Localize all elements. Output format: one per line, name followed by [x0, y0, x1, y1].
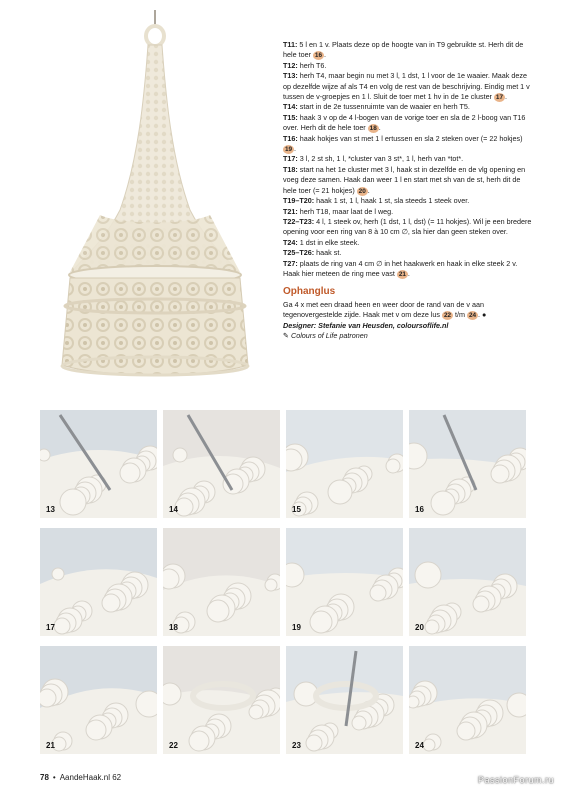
step-photo-image [409, 528, 526, 636]
step-photo-grid [40, 410, 526, 755]
round-label: T21: [283, 206, 298, 216]
instruction-text: . ● [478, 310, 487, 320]
instruction-text: Ga 4 x met een draad heen en weer door de rand van de v aan tegenovergestelde zijde. Haak met v om deze lus [283, 299, 484, 320]
step-photo-number: 16 [415, 505, 424, 514]
round-label: T11: [283, 40, 298, 49]
designer-credit: Designer: Stefanie van Heusden, coloursoflife.nl [283, 320, 449, 330]
pattern-round [283, 165, 533, 196]
instruction-text: haak 3 v op de 4 l-bogen van de vorige toer en sla de 2 l-boog van T16 over. Herh dit de hele toer [283, 112, 526, 133]
round-label: T18: [283, 164, 298, 174]
step-photo [40, 528, 157, 636]
step-photo-image [40, 410, 157, 518]
pattern-source-credit: ✎ Colours of Life patronen [283, 330, 368, 340]
step-photo [409, 410, 526, 518]
round-label: T16: [283, 133, 298, 143]
pattern-round [283, 217, 533, 238]
step-photo [286, 528, 403, 636]
photo-ref-badge: 21 [398, 270, 406, 278]
step-photo-image [163, 410, 280, 518]
step-photo-number: 24 [415, 741, 424, 750]
ophanglus-text [283, 300, 533, 321]
step-photo-image [286, 410, 403, 518]
magazine-name: AandeHaak.nl 62 [59, 773, 122, 782]
pattern-round [283, 248, 533, 258]
footer-bullet: • [52, 773, 56, 782]
pattern-round [283, 238, 533, 248]
photo-ref-badge: 17 [495, 94, 503, 102]
step-photo-number: 20 [415, 623, 424, 632]
pattern-round [283, 61, 533, 71]
instruction-text: . [407, 268, 410, 278]
instruction-text: start in de 2e tussenruimte van de waaier en herh T5. [297, 102, 470, 112]
instruction-text: . [367, 185, 370, 195]
instruction-text: . [294, 144, 296, 154]
step-photo-image [409, 410, 526, 518]
lampshade-illustration [40, 10, 270, 385]
step-photo-number: 19 [292, 623, 301, 632]
instruction-text: t/m [453, 310, 467, 320]
instruction-text: 3 l, 2 st sh, 1 l, *cluster van 3 st*, 1 l, herh van *tot*. [297, 154, 464, 164]
pattern-round [283, 196, 533, 206]
step-photo-image [163, 528, 280, 636]
round-label: T25–T26: [283, 248, 315, 258]
pattern-round [283, 259, 533, 280]
instruction-text: herh T18, maar laat de l weg. [297, 206, 394, 216]
instruction-text: haak hokjes van st met 1 l ertussen en sla 2 steken over (= 22 hokjes) [297, 133, 523, 143]
instruction-text: haak st. [314, 248, 342, 258]
step-photo [40, 410, 157, 518]
step-photo-image [163, 646, 280, 754]
pattern-round [283, 71, 533, 102]
photo-ref-badge: 18 [369, 125, 377, 133]
instruction-text: 1 dst in elke steek. [297, 237, 360, 247]
pattern-round [283, 40, 533, 61]
watermark: PassionForum.ru [477, 775, 554, 785]
page-number: 78 [40, 773, 49, 782]
pattern-round [283, 134, 533, 155]
photo-ref-badge: 20 [358, 187, 366, 195]
instruction-text: 5 l en 1 v. Plaats deze op de hoogte van in T9 gebruikte st. Herh dit de hele toer [283, 40, 524, 60]
step-photo [286, 410, 403, 518]
pattern-round [283, 154, 533, 164]
instruction-text: . [504, 92, 507, 102]
round-label: T19–T20: [283, 196, 315, 206]
round-label: T14: [283, 102, 298, 112]
step-photo [286, 646, 403, 754]
step-photo-image [40, 528, 157, 636]
instruction-text: 4 l, 1 steek ov, herh (1 dst, 1 l, dst) (= 11 hokjes). Wil je een bredere opening voor een ring van 8 à 10 cm ∅, sla hier dan geen steken over. [283, 216, 532, 237]
round-label: T13: [283, 71, 298, 81]
round-label: T12: [283, 60, 298, 70]
step-photo-number: 14 [169, 505, 178, 514]
instruction-text: herh T6. [297, 60, 327, 70]
photo-ref-badge: 16 [314, 52, 323, 60]
hero-photo-lampshade [40, 10, 270, 385]
photo-ref-badge: 19 [284, 146, 293, 154]
round-label: T15: [283, 112, 298, 122]
step-photo-image [286, 528, 403, 636]
step-photo [163, 528, 280, 636]
step-photo [163, 410, 280, 518]
section-title-ophanglus: Ophanglus [283, 286, 336, 298]
pattern-round [283, 113, 533, 134]
step-photo [163, 646, 280, 754]
pattern-round [283, 102, 533, 112]
step-photo-number: 23 [292, 741, 301, 750]
step-photo-number: 18 [169, 623, 178, 632]
page-footer [40, 773, 121, 782]
round-label: T27: [283, 258, 298, 268]
instruction-text: plaats de ring van 4 cm ∅ in het haakwerk en haak in elke steek 2 v. Haak hier meteen de ring mee vast [283, 258, 518, 278]
instruction-text: . [378, 123, 381, 133]
round-label: T24: [283, 237, 298, 247]
round-label: T22–T23: [283, 216, 315, 226]
instruction-text: start na het 1e cluster met 3 l, haak st in dezelfde en de vlg opening en voeg deze samen. Haak dan weer 1 l en start met sh van de st, herh dit de hele toer (= 21 hokjes) [283, 164, 526, 195]
step-photo-image [409, 646, 526, 754]
step-photo-image [286, 646, 403, 754]
step-photo [40, 646, 157, 754]
step-photo-number: 21 [46, 741, 55, 750]
pattern-round [283, 207, 533, 217]
photo-ref-badge: 24 [468, 312, 477, 320]
step-photo-number: 22 [169, 741, 178, 750]
step-photo-image [40, 646, 157, 754]
photo-ref-badge: 22 [443, 312, 452, 320]
round-label: T17: [283, 154, 298, 164]
step-photo-number: 15 [292, 505, 301, 514]
instruction-text: haak 1 st, 1 l, haak 1 st, sla steeds 1 steek over. [314, 196, 470, 206]
pattern-instructions [283, 40, 533, 341]
step-photo-number: 17 [46, 623, 55, 632]
step-photo [409, 646, 526, 754]
instruction-text: . [323, 50, 326, 60]
instruction-text: herh T4, maar begin nu met 3 l, 1 dst, 1 l voor de 1e waaier. Maak deze op dezelfde wijze af als T4 en volg de rest van de beschrijving. Eindig met 1 v tussen de v-groepjes en 1 l. Sluit de toer met 1 hv in de 1e cluster [283, 71, 530, 102]
step-photo [409, 528, 526, 636]
step-photo-number: 13 [46, 505, 55, 514]
